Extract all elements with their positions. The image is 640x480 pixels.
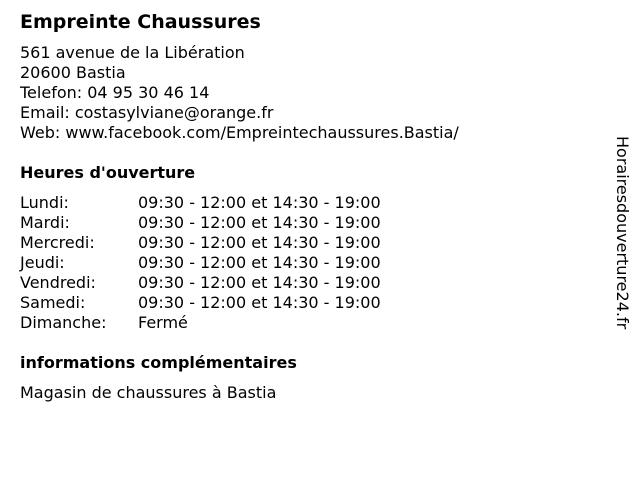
address-street: 561 avenue de la Libération: [20, 43, 245, 62]
day-label: Samedi:: [20, 293, 86, 312]
hours-row-dimanche: [20, 313, 610, 333]
business-card: [20, 10, 610, 403]
time-range: 09:30 - 12:00 et 14:30 - 19:00: [138, 253, 381, 272]
time-range: 09:30 - 12:00 et 14:30 - 19:00: [138, 293, 381, 312]
day-label: Jeudi:: [20, 253, 65, 272]
time-range: 09:30 - 12:00 et 14:30 - 19:00: [138, 273, 381, 292]
address-city: 20600 Bastia: [20, 63, 126, 82]
time-range: 09:30 - 12:00 et 14:30 - 19:00: [138, 233, 381, 252]
day-label: Dimanche:: [20, 313, 107, 332]
day-label: Mardi:: [20, 213, 70, 232]
time-range: 09:30 - 12:00 et 14:30 - 19:00: [138, 213, 381, 232]
day-label: Mercredi:: [20, 233, 95, 252]
hours-row-samedi: [20, 293, 610, 313]
site-watermark: Horairesdouverture24.fr: [613, 136, 632, 330]
day-label: Vendredi:: [20, 273, 96, 292]
hours-table: [20, 193, 610, 333]
phone-line: Telefon: 04 95 30 46 14: [20, 83, 210, 102]
hours-row-mardi: [20, 213, 610, 233]
time-range: Fermé: [138, 313, 188, 332]
time-range: 09:30 - 12:00 et 14:30 - 19:00: [138, 193, 381, 212]
web-line: Web: www.facebook.com/Empreintechaussures.Bastia/: [20, 123, 459, 142]
info-text: Magasin de chaussures à Bastia: [20, 383, 277, 402]
info-heading: informations complémentaires: [20, 353, 297, 372]
hours-row-vendredi: [20, 273, 610, 293]
day-label: Lundi:: [20, 193, 69, 212]
contact-block: [20, 43, 610, 143]
email-line: Email: costasylviane@orange.fr: [20, 103, 274, 122]
hours-row-jeudi: [20, 253, 610, 273]
hours-row-lundi: [20, 193, 610, 213]
business-name: Empreinte Chaussures: [20, 11, 261, 33]
hours-row-mercredi: [20, 233, 610, 253]
hours-heading: Heures d'ouverture: [20, 163, 196, 182]
